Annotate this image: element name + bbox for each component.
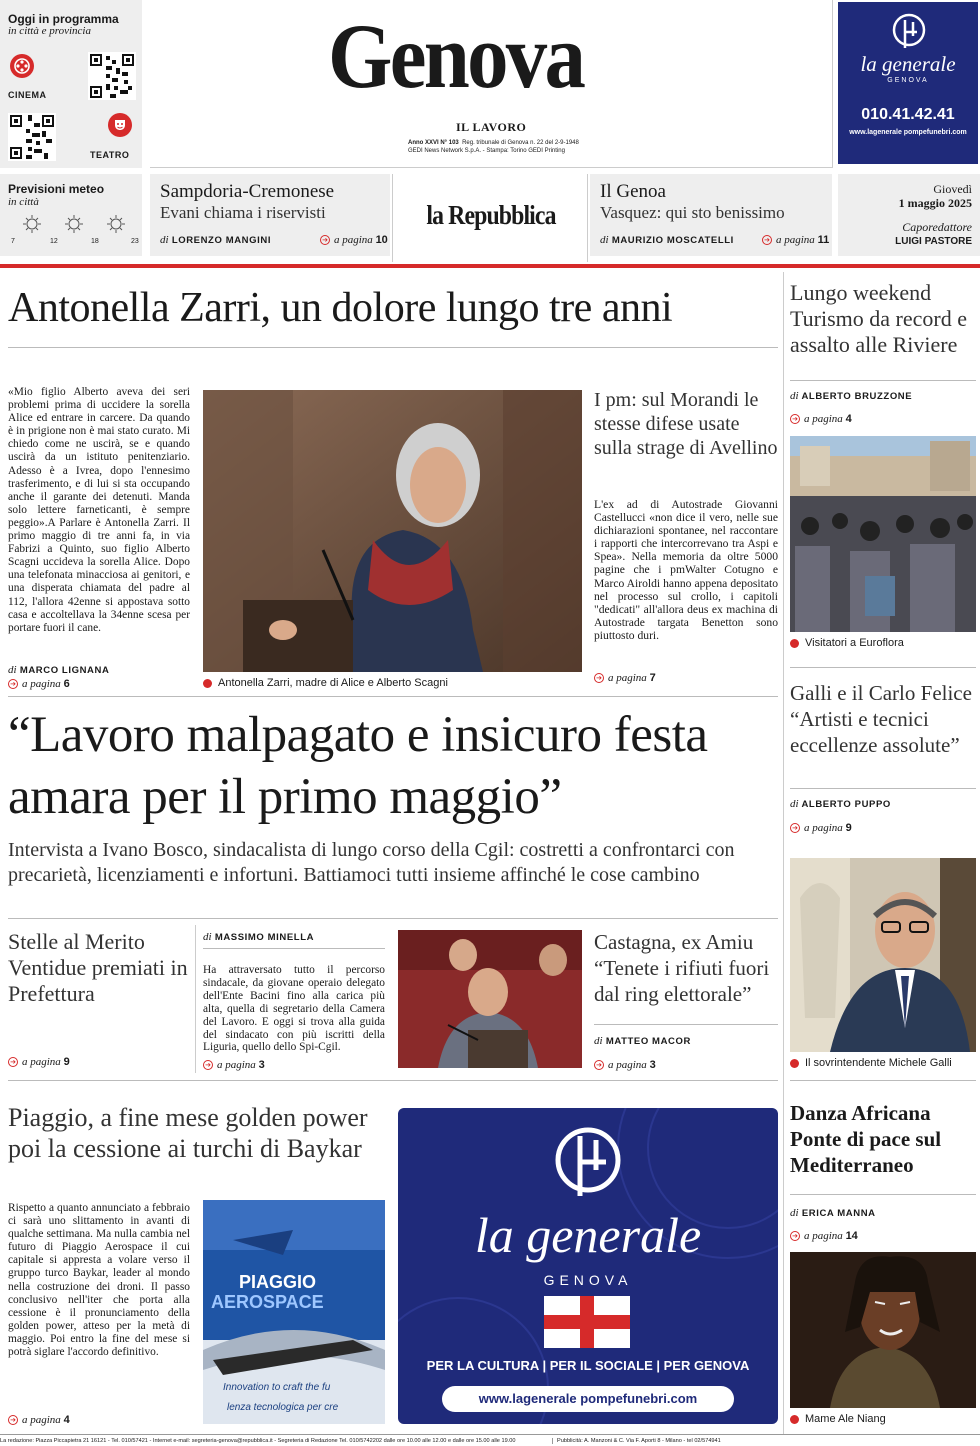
danza-byline: di ERICA MANNA (790, 1207, 876, 1219)
cinema-qr-icon[interactable] (88, 52, 136, 100)
date-day: Giovedì (933, 182, 972, 196)
programma-title: Oggi in programma (8, 12, 119, 26)
programma-box (0, 0, 142, 168)
piaggio-body: Rispetto a quanto annunciato a febbraio ci sarà uno slittamento in avanti di qualche settimana. Ma nulla cambia nel futuro di Piaggio Aerospace il cui capitale si appresta a volare verso il gruppo turco Baykar, leader al mondo nella costruzione dei droni. Il passo conclusivo nell'iter che porta alla cessione è il pronunciamento della golden power, atteso per la metà di maggio. Poi entro la fine del mese si potrà siglare l'accordo definitivo. (8, 1202, 190, 1359)
red-rule (0, 264, 980, 268)
weekend-pageref[interactable]: ➔ a pagina 4 (790, 413, 852, 425)
ad-big-brand: la generale (474, 1207, 702, 1263)
date-box (838, 174, 980, 256)
galli-headline[interactable]: Galli e il Carlo Felice “Artisti e tecnici eccellenze assolute” (790, 681, 972, 757)
masthead-box (150, 0, 833, 168)
footer-right: Pubblicità: A. Manzoni & C. Via F. Aporti 8 - Milano - tel 02/574941 (552, 1438, 978, 1444)
piaggio-sign-2: AEROSPACE (211, 1292, 324, 1312)
euroflora-photo (790, 436, 976, 632)
ad-big-logo-icon (553, 1122, 623, 1202)
meteo-temp-1: 7 (11, 238, 15, 245)
footer-rule (0, 1434, 980, 1435)
castagna-rule (594, 1024, 778, 1025)
teaser2-byline: di MAURIZIO MOSCATELLI (600, 234, 734, 246)
piaggio-sign-4: lenza tecnologica per cre (227, 1402, 339, 1413)
masthead-meta (408, 139, 579, 155)
ad-big[interactable] (398, 1108, 778, 1424)
piaggio-pageref[interactable]: ➔ a pagina 4 (8, 1414, 70, 1426)
ad-top-city: GENOVA (887, 77, 929, 84)
teaser2-pageref[interactable]: ➔ a pagina 11 (762, 234, 829, 246)
programma-subtitle: in città e provincia (8, 25, 91, 37)
stelle-pageref[interactable]: ➔ a pagina 9 (8, 1056, 70, 1068)
lavoro-bottom-rule (8, 918, 778, 919)
minella-byline: di MASSIMO MINELLA (203, 931, 315, 943)
la-generale-logo-icon (891, 12, 927, 52)
main-rule (8, 347, 778, 348)
meteo-subtitle: in città (8, 196, 39, 208)
morandi-pageref[interactable]: ➔ a pagina 7 (594, 672, 656, 684)
main-headline[interactable]: Antonella Zarri, un dolore lungo tre anni (8, 285, 673, 331)
bosco-photo (398, 930, 582, 1068)
danza-rule (790, 1194, 976, 1195)
main-byline: di MARCO LIGNANA (8, 664, 110, 676)
teatro-icon (108, 113, 132, 137)
teaser1-byline: di LORENZO MANGINI (160, 234, 272, 246)
date-role: Caporedattore (902, 220, 972, 234)
teatro-label: TEATRO (90, 150, 130, 160)
teaser2-title: Il Genoa (600, 181, 666, 202)
weekend-byline: di ALBERTO BRUZZONE (790, 390, 913, 402)
minella-pageref[interactable]: ➔ a pagina 3 (203, 1059, 265, 1071)
castagna-pageref[interactable]: ➔ a pagina 3 (594, 1059, 656, 1071)
teaser1-pageref[interactable]: ➔ a pagina 10 (320, 234, 388, 246)
morandi-body: L'ex ad di Autostrade Giovanni Castellucci «non dice il vero, nelle sue dichiarazioni spontanee, nel raccontare i rapporti che intercorrevano tra Aspi e Spea». Nella memoria da oltre 5000 pagine che i pmWalter Cotugno e Marco Airoldi hanno appena depositato nel processo sul crollo, i capitoli "dedicati" all'allora deus ex machina di Autostrade targata Benetton sono piuttosto duri. (594, 498, 778, 642)
masthead-anno: Anno XXVI N° 103 (408, 140, 459, 146)
ad-big-slogan: PER LA CULTURA | PER IL SOCIALE | PER GENOVA (426, 1358, 750, 1373)
repubblica-logo[interactable] (392, 174, 588, 262)
castagna-byline: di MATTEO MACOR (594, 1035, 691, 1047)
sun-icons (10, 212, 140, 236)
date-date: 1 maggio 2025 (898, 196, 972, 210)
zarri-photo (203, 390, 582, 672)
lavoro-headline[interactable]: “Lavoro malpagato e insicuro festa amara per il primo maggio” (8, 707, 708, 825)
niang-photo (790, 1252, 976, 1408)
meteo-temp-4: 23 (131, 238, 139, 245)
galli-caption: Il sovrintendente Michele Galli (790, 1057, 952, 1069)
masthead-title: Genova (328, 5, 584, 107)
danza-headline[interactable]: Danza Africana Ponte di pace sul Mediterraneo (790, 1101, 942, 1177)
ad-big-url-pill[interactable] (442, 1386, 734, 1412)
galli-pageref[interactable]: ➔ a pagina 9 (790, 822, 852, 834)
ad-top-box[interactable] (838, 2, 978, 164)
stelle-headline[interactable]: Stelle al Merito Ventidue premiati in Prefettura (8, 929, 188, 1006)
masthead-subtitle: IL LAVORO (456, 120, 527, 134)
weekend-rule (790, 380, 976, 381)
masthead-reg: Reg. tribunale di Genova n. 22 del 2-9-1948 (462, 140, 579, 146)
date-name: LUIGI PASTORE (895, 236, 972, 247)
piaggio-sign-1: PIAGGIO (239, 1272, 317, 1292)
main-pageref[interactable]: ➔ a pagina 6 (8, 678, 70, 690)
teaser1-sub: Evani chiama i riservisti (160, 203, 326, 222)
teaser1-title: Sampdoria-Cremonese (160, 181, 335, 202)
meteo-box (0, 174, 142, 256)
morandi-headline[interactable]: I pm: sul Morandi le stesse difese usate sulla strage di Avellino (594, 389, 778, 459)
masthead-gedi: GEDI News Network S.p.A. - Stampa: Torino GEDI Printing (408, 148, 565, 154)
ad-big-url: www.lagenerale pompefunebri.com (478, 1391, 698, 1406)
weekend-caption: Visitatori a Euroflora (790, 637, 904, 649)
piaggio-photo (203, 1200, 385, 1424)
galli-rule (790, 788, 976, 789)
galli-photo (790, 858, 976, 1052)
ad-top-brand: la generale (860, 52, 956, 76)
cinema-icon (10, 54, 34, 78)
main-body: «Mio figlio Alberto aveva dei seri problemi prima di uccidere la sorella Alice ed entrare in carcere. Da quando è in prigione non è mai stato curato. Mi chiedo come ne uscirà, se e quando uscirà da un istituto penitenziario. Adesso è a Ivrea, dopo l'ennesimo trasferimento, e di lui si sta occupando anche il garante dei detenuti. Manda solo lettere farneticanti, è sempre peggio».A Parlare è Antonella Zarri. Il primo maggio di tre anni fa, in via Fabrizi a Quinto, suo figlio Alberto Scagni uccideva la sorella Alice. Dopo una telefonata minacciosa ai genitori, e una disperata chiamata del padre al 112, l'allora 42enne si appostava sotto casa e accoltellava la 34enne scesa per portare fuori il cane. (8, 386, 190, 634)
lavoro-rule (8, 696, 778, 697)
piaggio-sign-3: Innovation to craft the fu (223, 1382, 331, 1393)
minella-rule (203, 948, 385, 949)
castagna-headline[interactable]: Castagna, ex Amiu “Tenete i rifiuti fuori dal ring elettorale” (594, 930, 770, 1006)
repubblica-logo-text: la Repubblica (426, 200, 556, 230)
footer-left: La redazione: Piazza Piccapietra 21 16121 - Tel. 010/57421 - Internet e-mail: segreteria-genova@repubblica.it - Segreteria di Redazione Tel. 010/5742202 dalle ore 10.00 alle 12.00 e dalle ore 15.00 alle 19.00 (0, 1438, 516, 1444)
lower-rule-right (790, 1080, 976, 1081)
danza-pageref[interactable]: ➔ a pagina 14 (790, 1230, 858, 1242)
main-caption: Antonella Zarri, madre di Alice e Alberto Scagni (203, 677, 448, 689)
ad-top-url: www.lagenerale pompefunebri.com (849, 129, 967, 136)
meteo-temp-2: 12 (50, 238, 58, 245)
meteo-temp-3: 18 (91, 238, 99, 245)
teaser2-sub: Vasquez: qui sto benissimo (600, 203, 785, 222)
col-divider-2 (195, 925, 196, 1073)
weekend-headline[interactable]: Lungo weekend Turismo da record e assalto alle Riviere (790, 280, 967, 357)
cinema-label: CINEMA (8, 90, 47, 100)
lower-rule (8, 1080, 778, 1081)
genova-flag-icon (544, 1296, 630, 1348)
teatro-qr-icon[interactable] (8, 113, 56, 161)
ad-top-phone: 010.41.42.41 (861, 106, 955, 123)
teaser-sampdoria[interactable] (150, 174, 390, 256)
piaggio-headline[interactable]: Piaggio, a fine mese golden power poi la cessione ai turchi di Baykar (8, 1103, 368, 1163)
lavoro-sub: Intervista a Ivano Bosco, sindacalista di lungo corso della Cgil: costretti a confrontarci con precarietà, licenziamenti e infortuni. Battiamoci tutti insieme affinché le cose cambino (8, 839, 735, 886)
danza-caption: Mame Ale Niang (790, 1413, 886, 1425)
ad-big-city: GENOVA (543, 1272, 633, 1288)
mid-rule-right (790, 667, 976, 668)
teaser-genoa[interactable] (590, 174, 832, 256)
galli-byline: di ALBERTO PUPPO (790, 798, 891, 810)
minella-body: Ha attraversato tutto il percorso sindacale, da giovane operaio delegato dell'Ente Bacini fino alla carica più alta, quella di segretario della Camera del Lavoro. E oggi si trova alla guida del sindacato con più iscritti della Liguria, quello dello Spi-Cgil. (203, 964, 385, 1054)
meteo-title: Previsioni meteo (8, 182, 105, 196)
